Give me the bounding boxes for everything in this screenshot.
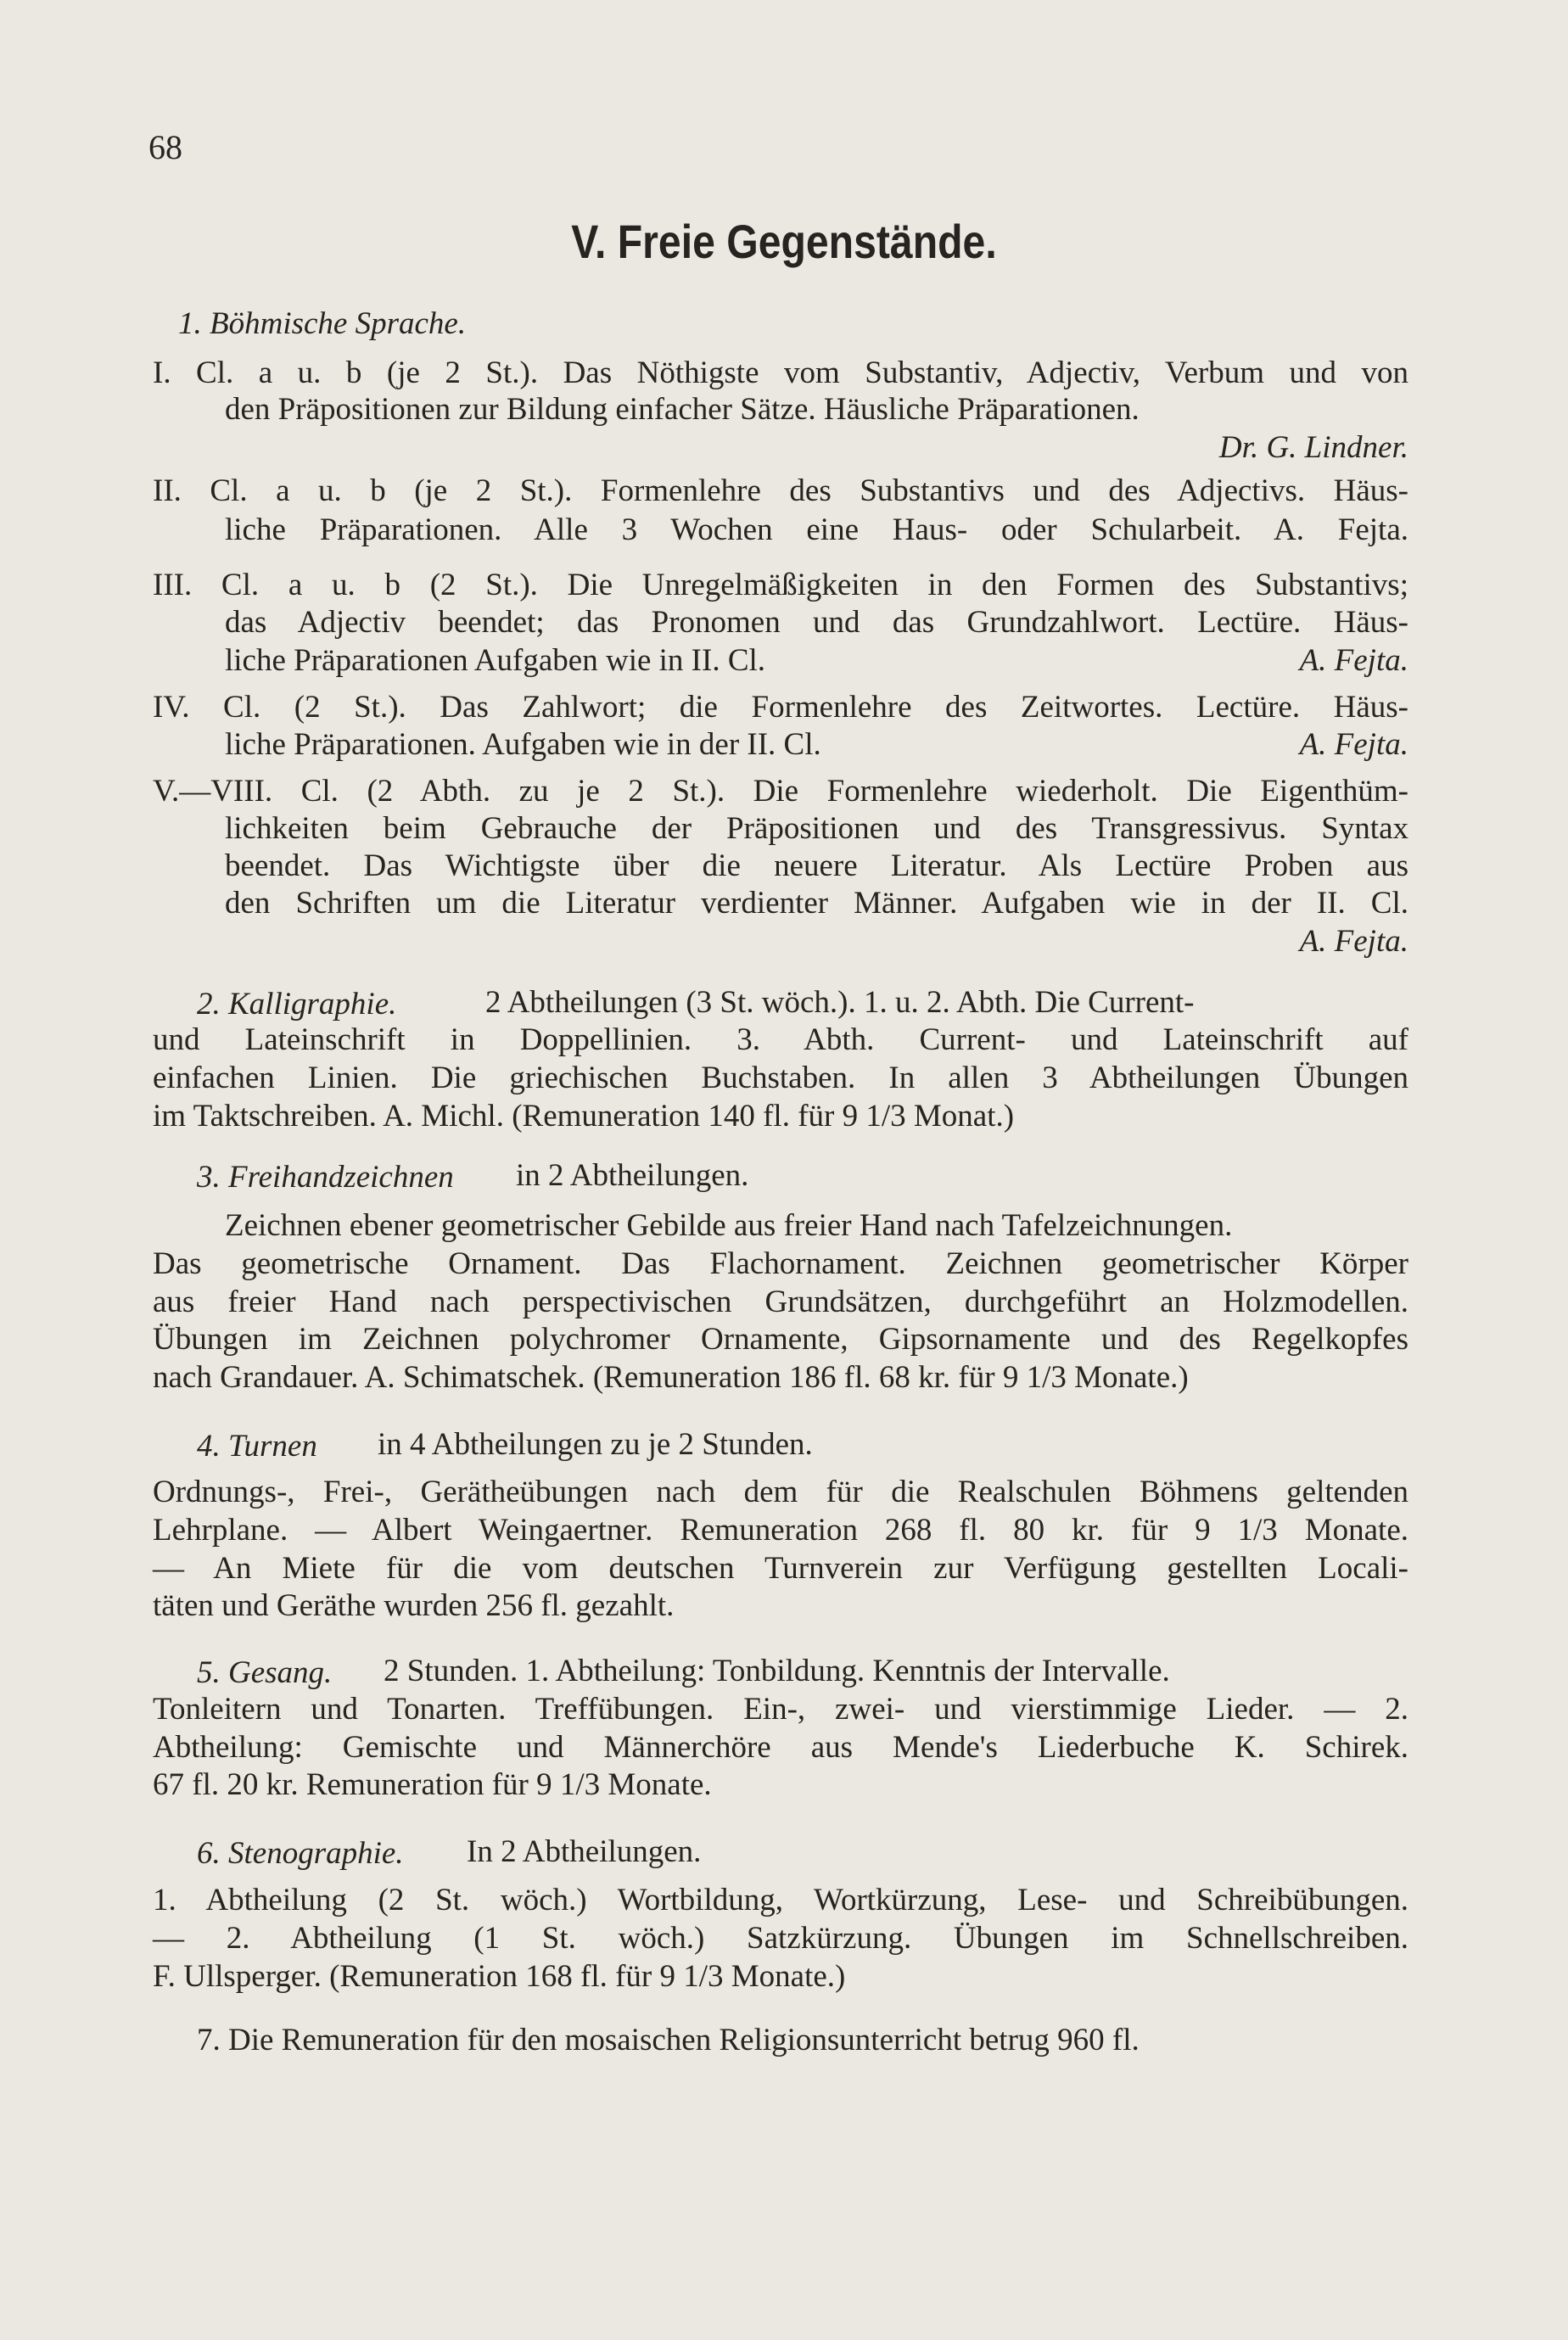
text-line: 67 fl. 20 kr. Remuneration für 9 1/3 Monate. (153, 1767, 712, 1802)
page-title: V. Freie Gegenstände. (571, 215, 997, 268)
text-line: Übungen im Zeichnen polychromer Ornamente, Gipsornamente und des Regelkopfes (153, 1322, 1408, 1357)
text-line: — An Miete für die vom deutschen Turnverein zur Verfügung gestellten Locali- (153, 1551, 1408, 1586)
text-line: nach Grandauer. A. Schimatschek. (Remuneration 186 fl. 68 kr. für 9 1/3 Monate.) (153, 1360, 1189, 1395)
text-line: 7. Die Remuneration für den mosaischen Religionsunterricht betrug 960 fl. (197, 2023, 1140, 2057)
section-heading: 6. Stenographie. (197, 1836, 404, 1871)
text-line: F. Ullsperger. (Remuneration 168 fl. für 9 1/3 Monate.) (153, 1959, 846, 1994)
text-line: II. Cl. a u. b (je 2 St.). Formenlehre des Substantivs und des Adjectivs. Häus- (153, 473, 1408, 508)
text-line: in 2 Abtheilungen. (516, 1158, 749, 1193)
text-line: einfachen Linien. Die griechischen Buchstaben. In allen 3 Abtheilungen Übungen (153, 1061, 1408, 1095)
text-line: Das geometrische Ornament. Das Flachornament. Zeichnen geometrischer Körper (153, 1246, 1408, 1281)
text-line: Ordnungs-, Frei-, Gerätheübungen nach dem für die Realschulen Böhmens geltenden (153, 1475, 1408, 1509)
signature-name: A. Fejta. (1299, 643, 1408, 678)
text-line: IV. Cl. (2 St.). Das Zahlwort; die Formenlehre des Zeitwortes. Lectüre. Häus- (153, 690, 1408, 725)
text-line: den Präpositionen zur Bildung einfacher Sätze. Häusliche Präparationen. (225, 392, 1140, 427)
section-heading: 2. Kalligraphie. (197, 987, 397, 1022)
text-line: Zeichnen ebener geometrischer Gebilde aus freier Hand nach Tafelzeichnungen. (225, 1208, 1233, 1243)
page-number: 68 (148, 128, 182, 166)
text-line: Tonleitern und Tonarten. Treffübungen. Ein-, zwei- und vierstimmige Lieder. — 2. (153, 1692, 1408, 1727)
text-line: V.—VIII. Cl. (2 Abth. zu je 2 St.). Die Formenlehre wiederholt. Die Eigenthüm- (153, 774, 1408, 809)
text-line: — 2. Abtheilung (1 St. wöch.) Satzkürzung. Übungen im Schnellschreiben. (153, 1921, 1408, 1956)
signature-name: Dr. G. Lindner. (1218, 430, 1408, 465)
text-line: lichkeiten beim Gebrauche der Präpositionen und des Transgressivus. Syntax (225, 811, 1408, 846)
text-line: Lehrplane. — Albert Weingaertner. Remuneration 268 fl. 80 kr. für 9 1/3 Monate. (153, 1513, 1408, 1548)
text-line: 1. Abtheilung (2 St. wöch.) Wortbildung, Wortkürzung, Lese- und Schreibübungen. (153, 1883, 1408, 1917)
text-line: im Taktschreiben. A. Michl. (Remuneration 140 fl. für 9 1/3 Monat.) (153, 1099, 1015, 1134)
section-heading: 1. Böhmische Sprache. (178, 306, 467, 341)
text-line: liche Präparationen. Alle 3 Wochen eine Haus- oder Schularbeit. A. Fejta. (225, 512, 1408, 547)
section-heading: 5. Gesang. (197, 1655, 333, 1690)
text-line: 2 Abtheilungen (3 St. wöch.). 1. u. 2. Abth. Die Current- (485, 985, 1195, 1020)
text-line: den Schriften um die Literatur verdienter Männer. Aufgaben wie in der II. Cl. (225, 886, 1408, 921)
text-line: 2 Stunden. 1. Abtheilung: Tonbildung. Kenntnis der Intervalle. (384, 1654, 1170, 1688)
text-line: Abtheilung: Gemischte und Männerchöre aus Mende's Liederbuche K. Schirek. (153, 1730, 1408, 1765)
text-line: das Adjectiv beendet; das Pronomen und das Grundzahlwort. Lectüre. Häus- (225, 605, 1408, 640)
text-line: In 2 Abtheilungen. (467, 1834, 702, 1869)
text-line: beendet. Das Wichtigste über die neuere Literatur. Als Lectüre Proben aus (225, 848, 1408, 883)
section-heading: 3. Freihandzeichnen (197, 1160, 454, 1195)
text-line: liche Präparationen. Aufgaben wie in der II. Cl. (225, 727, 821, 762)
text-line: und Lateinschrift in Doppellinien. 3. Abth. Current- und Lateinschrift auf (153, 1022, 1408, 1057)
text-line: III. Cl. a u. b (2 St.). Die Unregelmäßigkeiten in den Formen des Substantivs; (153, 568, 1408, 602)
signature-name: A. Fejta. (1299, 727, 1408, 762)
text-line: täten und Geräthe wurden 256 fl. gezahlt. (153, 1588, 675, 1623)
text-line: liche Präparationen Aufgaben wie in II. Cl. (225, 643, 766, 678)
section-heading: 4. Turnen (197, 1429, 317, 1464)
text-line: in 4 Abtheilungen zu je 2 Stunden. (378, 1427, 813, 1462)
signature-name: A. Fejta. (1299, 924, 1408, 959)
text-line: I. Cl. a u. b (je 2 St.). Das Nöthigste vom Substantiv, Adjectiv, Verbum und von (153, 355, 1408, 390)
text-line: aus freier Hand nach perspectivischen Grundsätzen, durchgeführt an Holzmodellen. (153, 1285, 1408, 1319)
